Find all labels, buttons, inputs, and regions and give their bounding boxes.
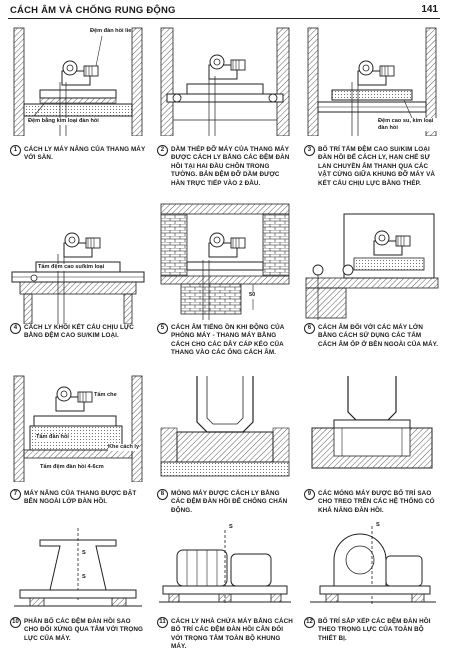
figure-7-number: 7: [10, 489, 21, 500]
figure-10-caption: [10, 618, 146, 643]
figure-2-drawing: [157, 24, 293, 136]
figure-7-label-4: Tấm đệm đàn hồi 4-6cm: [40, 464, 104, 470]
page-header: [8, 2, 440, 19]
figure-10-label-1: S: [82, 550, 86, 556]
figure-4-caption-text: CÁCH LY KHỐI KẾT CẤU CHỊU LỰC BẰNG ĐỆM CAO SU/KIM LOẠI.: [24, 324, 134, 340]
figure-1-label-2: Đệm bằng kim loại đàn hồi: [28, 118, 99, 124]
page-number: 141: [421, 4, 438, 15]
figure-1-caption-text: CÁCH LY MÁY NÂNG CỦA THANG MÁY VỚI SÀN.: [24, 146, 146, 162]
figure-2-number: 2: [157, 145, 168, 156]
figure-12-caption-text: BỐ TRÍ SẮP XẾP CÁC ĐỆM ĐÀN HỒI THEO TRỌNG LỰC CỦA TOÀN BỘ THIẾT BỊ.: [318, 618, 431, 642]
figure-6-drawing: [304, 208, 440, 320]
figure-7-label-2: Tấm đàn hồi: [36, 434, 69, 440]
figure-7-label-1: Tấm che: [94, 392, 117, 398]
figure-12-label-1: S: [376, 522, 380, 528]
figure-4-label-1: Tấm đệm cao su/kim loại: [38, 264, 105, 270]
figure-5-caption: [157, 324, 293, 358]
figure-5-caption-text: CÁCH ÂM TIẾNG ỒN KHI ĐỘNG CỦA PHÒNG MÁY - THANG MÁY BẰNG CÁCH CHO CÁC DÂY CÁP KÉO CỦA THANG VÀO CÁC ỐNG CÁCH ÂM.: [171, 324, 285, 357]
figure-6-caption-text: CÁCH ÂM ĐỐI VỚI CÁC MÁY LỚN BẰNG CÁCH SỬ DỤNG CÁC TẤM CÁCH ÂM ỐP Ở BÊN NGOÀI CỦA MÁY.: [318, 324, 439, 348]
figure-11-caption: [157, 618, 293, 652]
figure-9-drawing: [304, 372, 440, 482]
figure-1-caption: [10, 146, 146, 163]
figure-6-caption: [304, 324, 440, 349]
figure-12-caption: [304, 618, 440, 643]
figure-9-caption-text: CÁC MÓNG MÁY ĐƯỢC BỐ TRÍ SAO CHO TREO TRÊN CÁC HỆ THỐNG CÓ KHẢ NĂNG ĐÀN HỒI.: [318, 490, 435, 514]
figure-8-caption-text: MÓNG MÁY ĐƯỢC CÁCH LY BẰNG CÁC ĐỆM ĐÀN HỒI ĐỂ CHỐNG CHẤN ĐỘNG.: [171, 490, 288, 514]
figure-7-caption-text: MÁY NÂNG CỦA THANG ĐƯỢC ĐẶT BÊN NGOÀI LỚP ĐÀN HỒI.: [24, 490, 137, 506]
figure-10-caption-text: PHÂN BỐ CÁC ĐỆM ĐÀN HỒI SAO CHO ĐỐI XỨNG QUA TÂM VỚI TRỌNG LỰC CỦA MÁY.: [24, 618, 144, 642]
figure-11-number: 11: [157, 617, 168, 628]
figure-11-caption-text: CÁCH LY NHÀ CHỨA MÁY BẰNG CÁCH BỐ TRÍ CÁC ĐỆM ĐÀN HỒI CÂN ĐỐI VỚI TRỌNG TÂM TOÀN BỘ KHUNG MÁY.: [171, 618, 293, 651]
figure-5-drawing: [157, 200, 293, 320]
figure-7-caption: [10, 490, 146, 507]
figure-2-caption: [157, 146, 293, 188]
figure-10-number: 10: [10, 617, 21, 628]
figure-8-drawing: [157, 372, 293, 482]
figure-11-drawing: [157, 520, 293, 610]
figure-4-number: 4: [10, 323, 21, 334]
figure-9-caption: [304, 490, 440, 515]
page-title: CÁCH ÂM VÀ CHỐNG RUNG ĐỘNG: [10, 5, 176, 16]
figure-2-caption-text: DẦM THÉP ĐỠ MÁY CỦA THANG MÁY ĐƯỢC CÁCH LY BẰNG CÁC ĐỆM ĐÀN HỒI TẠI HAI ĐẦU CHÔN TRONG TƯỜNG. BẢN ĐỆM ĐỠ DẦM ĐƯỢC HÀN TRỰC TIẾP VÀO 2 ĐẦU.: [171, 146, 290, 187]
figure-7-label-3: Khe cách ly: [108, 444, 140, 450]
figure-9-number: 9: [304, 489, 315, 500]
figure-5-number: 5: [157, 323, 168, 334]
figure-12-number: 12: [304, 617, 315, 628]
figure-11-label-1: S: [229, 524, 233, 530]
figure-1-number: 1: [10, 145, 21, 156]
figure-10-drawing: [10, 520, 146, 610]
figure-4-caption: [10, 324, 146, 341]
figure-8-caption: [157, 490, 293, 515]
figure-6-number: 6: [304, 323, 315, 334]
figure-3-number: 3: [304, 145, 315, 156]
figure-1-label-1: Đệm đàn hồi lie: [90, 28, 132, 34]
figure-10-label-2: S: [82, 574, 86, 580]
figure-3-caption-text: BỐ TRÍ TẤM ĐỆM CAO SU/KIM LOẠI ĐÀN HỒI ĐỂ CÁCH LY, HẠN CHẾ SỰ LAN CHUYỀN ÂM THANH QUA CÁC VẬT CỨNG GIỮA KHUNG ĐỠ MÁY VÀ KẾT CẤU CHỊU LỰC BẰNG THÉP.: [318, 146, 436, 187]
figure-5-label-1: 50: [249, 292, 256, 298]
figure-3-label-1: Đệm cao su, kim loại đàn hồi: [378, 118, 438, 131]
figure-12-drawing: [304, 520, 440, 610]
figure-8-number: 8: [157, 489, 168, 500]
figure-3-caption: [304, 146, 440, 188]
